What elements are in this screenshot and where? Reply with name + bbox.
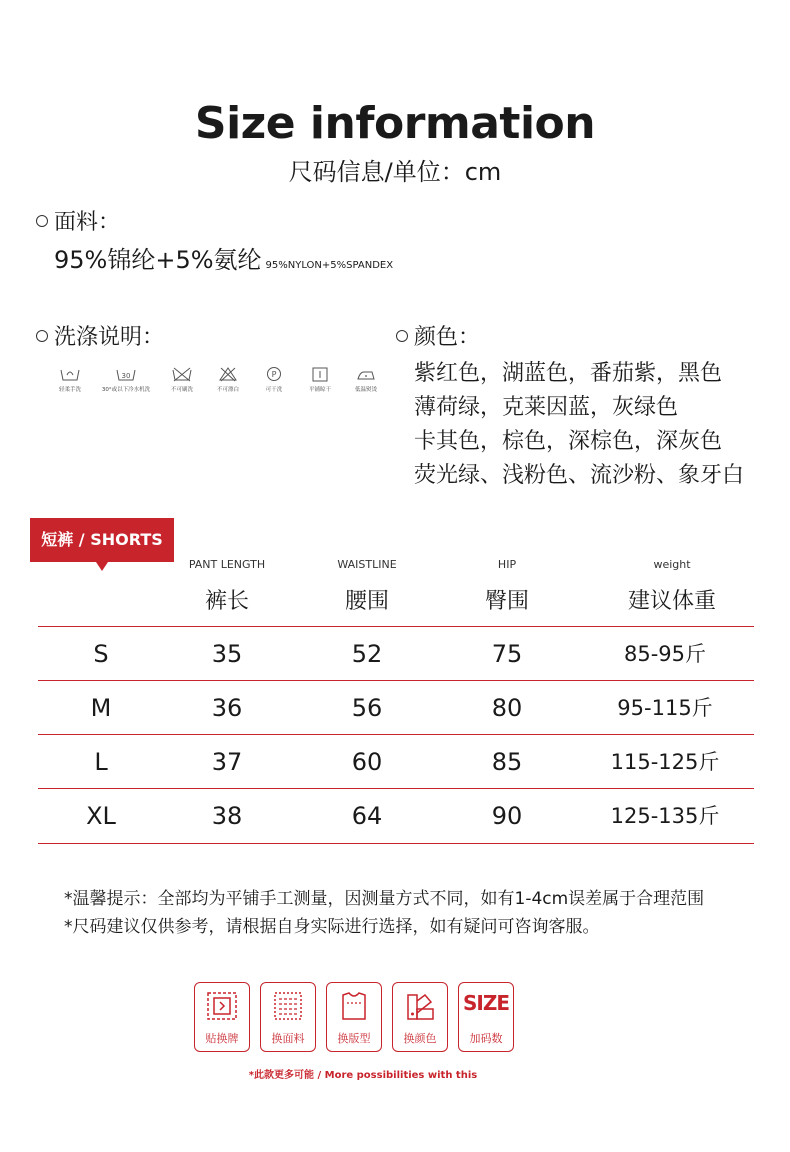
- shorts-tag: 短裤 / SHORTS: [30, 518, 174, 562]
- fabric-icon: [271, 989, 305, 1023]
- note-line: *温馨提示：全部均为平铺手工测量，因测量方式不同，如有1-4cm误差属于合理范围: [64, 889, 705, 909]
- length-cell: 37: [211, 748, 243, 776]
- care-item: [300, 366, 340, 393]
- feature-fabric: [260, 982, 316, 1052]
- flat-dry-icon: [309, 366, 331, 382]
- circle-bullet-icon: [36, 330, 48, 342]
- hip-cell: 90: [491, 802, 523, 830]
- feature-size: [458, 982, 514, 1052]
- column-header-waist: [310, 558, 424, 615]
- color-line: 紫红色，湖蓝色，番茄紫，黑色: [414, 361, 723, 386]
- hip-cell: 85: [491, 748, 523, 776]
- column-header-weight: [600, 558, 744, 615]
- column-header-zh: 臀围: [484, 589, 529, 614]
- care-item: [208, 366, 248, 393]
- weight-cell: 85-95斤: [623, 642, 707, 666]
- weight-cell: 95-115斤: [617, 696, 713, 720]
- size-cell: S: [93, 640, 109, 668]
- care-item: [162, 366, 202, 393]
- length-cell: 36: [211, 694, 243, 722]
- circle-bullet-icon: [36, 215, 48, 227]
- column-header-length: [170, 558, 284, 615]
- note-line: *尺码建议仅供参考，请根据自身实际进行选择，如有疑问可咨询客服。: [64, 917, 600, 937]
- feature-label: 换面料: [271, 1032, 305, 1045]
- care-item: [346, 366, 386, 393]
- dry-clean-mark: P: [271, 370, 277, 379]
- no-wash-icon: [171, 366, 193, 382]
- fabric-composition: [54, 240, 393, 275]
- weight-cell: 125-135斤: [610, 804, 720, 828]
- care-label: 洗涤说明：: [54, 325, 165, 350]
- table-row: [38, 734, 754, 789]
- color-swatch-icon: [403, 989, 437, 1023]
- color-line: 荧光绿、浅粉色、流沙粉、象牙白: [414, 463, 745, 488]
- column-header-zh: 建议体重: [627, 589, 716, 614]
- color-list: [414, 357, 744, 493]
- care-text: 可干洗: [265, 387, 283, 393]
- column-header-en: PANT LENGTH: [188, 558, 266, 571]
- table-row: [38, 626, 754, 681]
- customization-options: [194, 982, 514, 1052]
- size-cell: XL: [86, 802, 116, 830]
- hip-cell: 75: [491, 640, 523, 668]
- hand-wash-icon: [59, 366, 81, 382]
- feature-label: 加码数: [469, 1032, 503, 1045]
- length-cell: 35: [211, 640, 243, 668]
- table-row: [38, 788, 754, 844]
- column-header-zh: 腰围: [344, 589, 389, 614]
- feature-relabel: [194, 982, 250, 1052]
- size-icon: SIZE: [462, 991, 509, 1015]
- hip-cell: 80: [491, 694, 523, 722]
- measurement-notes: [64, 885, 704, 941]
- care-icons-row: [50, 366, 386, 393]
- color-label: 颜色：: [414, 325, 481, 350]
- garment-shape-icon: [337, 989, 371, 1023]
- table-row: [38, 680, 754, 735]
- page-subtitle: 尺码信息/单位：cm: [288, 158, 502, 186]
- care-text: 低温熨烫: [354, 387, 377, 393]
- fabric-heading: [36, 205, 120, 236]
- care-item: [254, 366, 294, 393]
- column-header-en: WAISTLINE: [337, 558, 397, 571]
- column-header-en: weight: [653, 558, 691, 571]
- fabric-value-zh: 95%锦纶+5%氨纶: [54, 246, 262, 274]
- machine-wash-30-icon: [115, 366, 137, 382]
- iron-low-icon: [355, 366, 377, 382]
- color-line: 卡其色，棕色，深棕色，深灰色: [414, 429, 723, 454]
- care-text: 平铺晾干: [308, 387, 331, 393]
- color-line: 薄荷绿，克莱因蓝，灰绿色: [414, 395, 679, 420]
- waist-cell: 52: [351, 640, 383, 668]
- tag-pointer: [96, 562, 108, 571]
- care-item: [50, 366, 90, 393]
- feature-label: 换颜色: [403, 1032, 437, 1045]
- fabric-value-en: 95%NYLON+5%SPANDEX: [265, 260, 394, 271]
- feature-color: [392, 982, 448, 1052]
- color-heading: [396, 320, 480, 351]
- page-title: Size information: [194, 98, 596, 149]
- wash-temp: 30: [121, 372, 131, 380]
- size-cell: M: [90, 694, 112, 722]
- size-cell: L: [94, 748, 108, 776]
- no-bleach-icon: [217, 366, 239, 382]
- care-item: [96, 366, 156, 393]
- column-header-en: HIP: [497, 558, 517, 571]
- care-heading: [36, 320, 164, 351]
- care-text: 30°或以下冷水机洗: [101, 387, 151, 393]
- waist-cell: 56: [351, 694, 383, 722]
- feature-label: 贴换牌: [205, 1032, 239, 1045]
- label-tag-icon: [205, 989, 239, 1023]
- care-text: 不可漂白: [216, 387, 239, 393]
- footer-note: *此款更多可能 / More possibilities with this: [248, 1070, 478, 1081]
- circle-bullet-icon: [396, 330, 408, 342]
- waist-cell: 60: [351, 748, 383, 776]
- feature-pattern: [326, 982, 382, 1052]
- length-cell: 38: [211, 802, 243, 830]
- dry-clean-p-icon: [263, 366, 285, 382]
- care-text: 轻柔手洗: [58, 387, 81, 393]
- waist-cell: 64: [351, 802, 383, 830]
- column-header-zh: 裤长: [204, 589, 249, 614]
- fabric-label: 面料：: [54, 210, 121, 235]
- weight-cell: 115-125斤: [610, 750, 720, 774]
- care-text: 不可刷洗: [170, 387, 193, 393]
- column-header-hip: [450, 558, 564, 615]
- feature-label: 换版型: [337, 1032, 371, 1045]
